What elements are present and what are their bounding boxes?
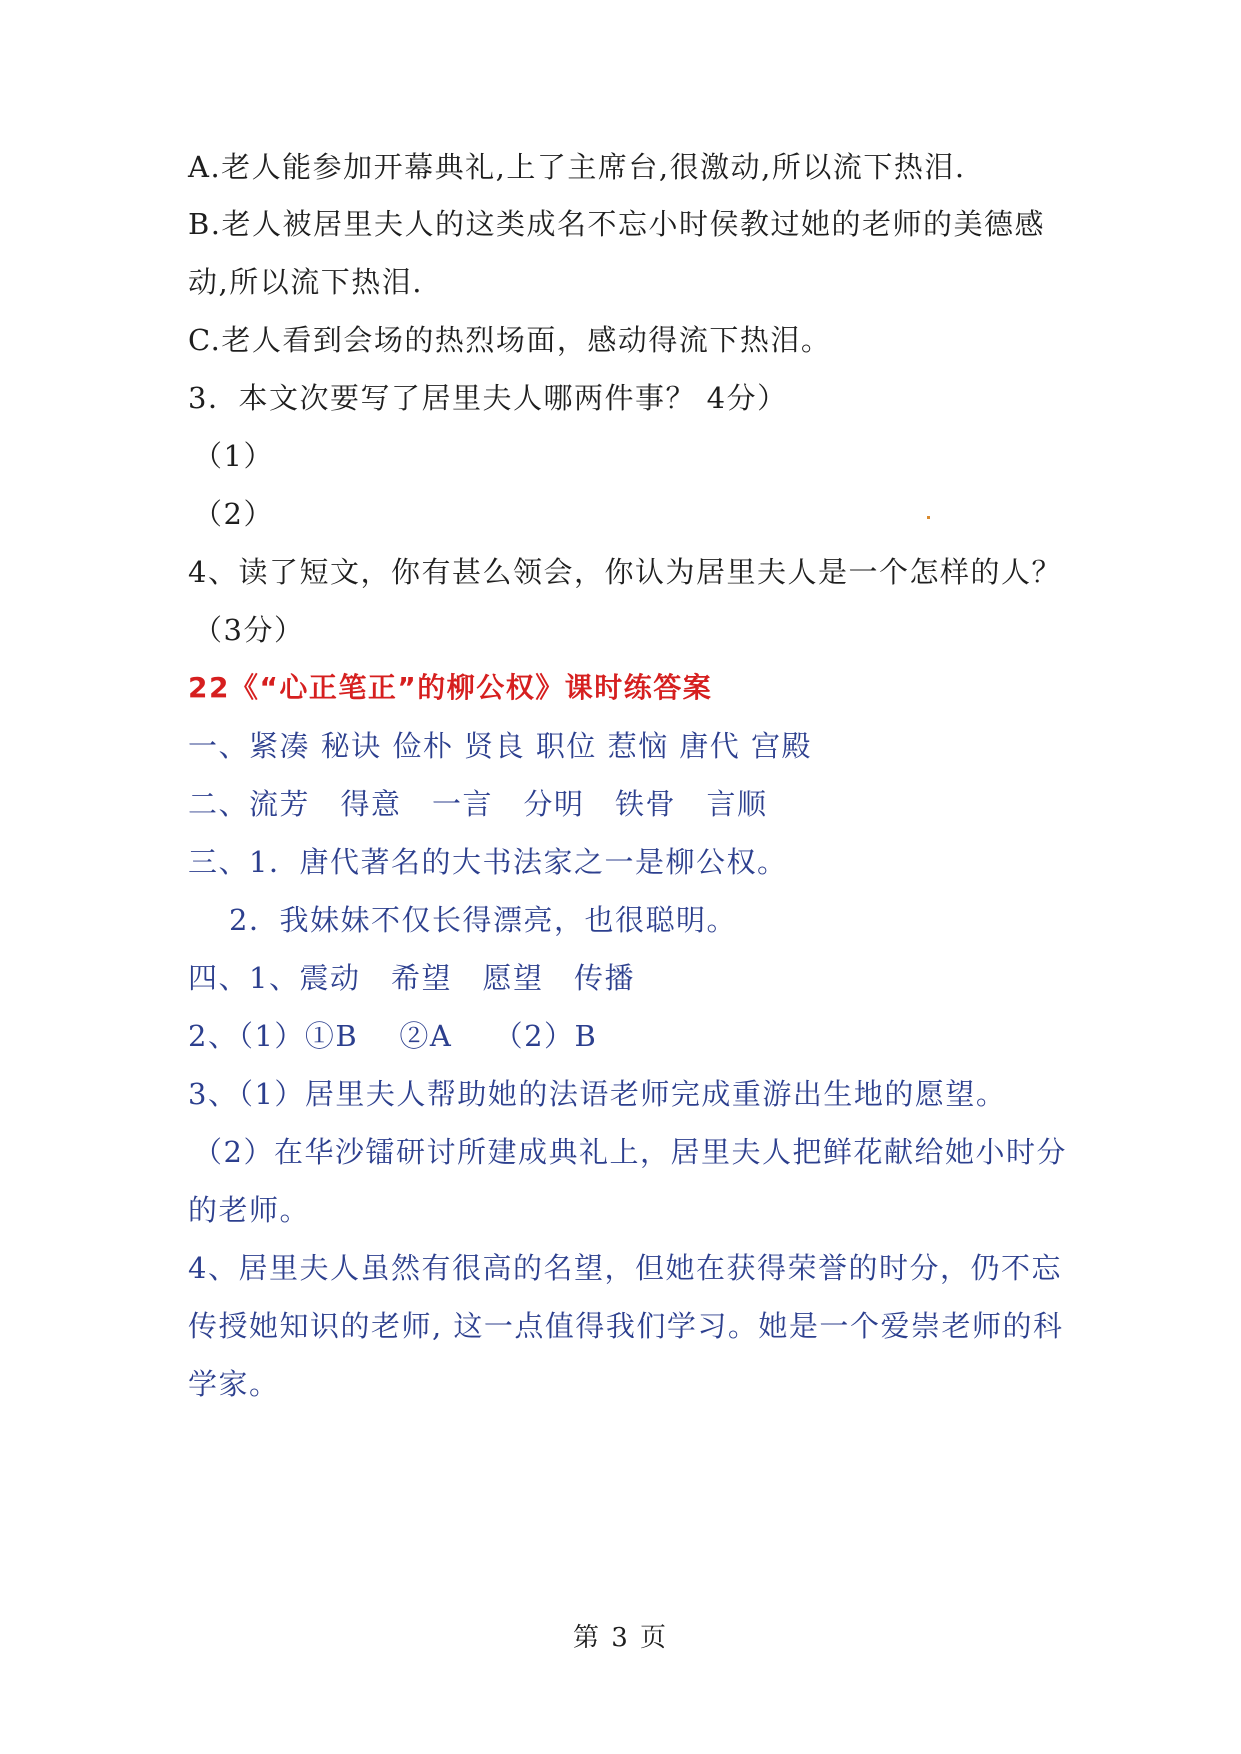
page-number: 第 3 页 [572,1623,669,1653]
question-4: 4、读了短文，你有甚么领会，你认为居里夫人是一个怎样的人？ [188,555,1062,589]
option-b-line-1: B.老人被居里夫人的这类成名不忘小时侯教过她的老师的美德感 [188,207,1046,241]
option-a: A.老人能参加开幕典礼,上了主席台,很激动,所以流下热泪. [188,150,966,184]
answer-part-3-2: 2．我妹妹不仅长得漂亮，也很聪明。 [229,903,737,937]
answer-part-2: 二、流芳 得意 一言 分明 铁骨 言顺 [188,787,768,821]
question-4-points: （3分） [193,613,305,647]
answer-part-4-4-line-2: 传授她知识的老师, 这一点值得我们学习。她是一个爱崇老师的科 [188,1309,1064,1343]
answer-blank-1: （1） [193,439,274,473]
answer-part-4-4-line-3: 学家。 [188,1367,280,1401]
answer-part-4-3-2-line-1: （2）在华沙镭研讨所建成典礼上，居里夫人把鲜花献给她小时分 [193,1135,1067,1169]
option-b-line-2: 动,所以流下热泪. [188,265,423,299]
answer-part-3-1: 三、1．唐代著名的大书法家之一是柳公权。 [188,845,788,879]
answer-part-4-1: 四、1、震动 希望 愿望 传播 [188,961,635,995]
answer-part-4-4-line-1: 4、居里夫人虽然有很高的名望，但她在获得荣誉的时分，仍不忘 [188,1251,1062,1285]
question-3: 3．本文次要写了居里夫人哪两件事？ 4分） [188,381,788,415]
answer-part-1: 一、紧凑 秘诀 俭朴 贤良 职位 惹恼 唐代 宫殿 [188,729,813,763]
answer-blank-2: （2） [193,497,274,531]
stray-dot [927,516,930,519]
answer-part-4-3-2-line-2: 的老师。 [188,1193,311,1227]
answer-heading: 22《“心正笔正”的柳公权》课时练答案 [188,671,713,704]
answer-part-4-2: 2、（1）①B ②A （2）B [188,1019,598,1053]
option-c: C.老人看到会场的热烈场面，感动得流下热泪。 [188,323,832,357]
answer-part-4-3-1: 3、（1）居里夫人帮助她的法语老师完成重游出生地的愿望。 [188,1077,1007,1111]
